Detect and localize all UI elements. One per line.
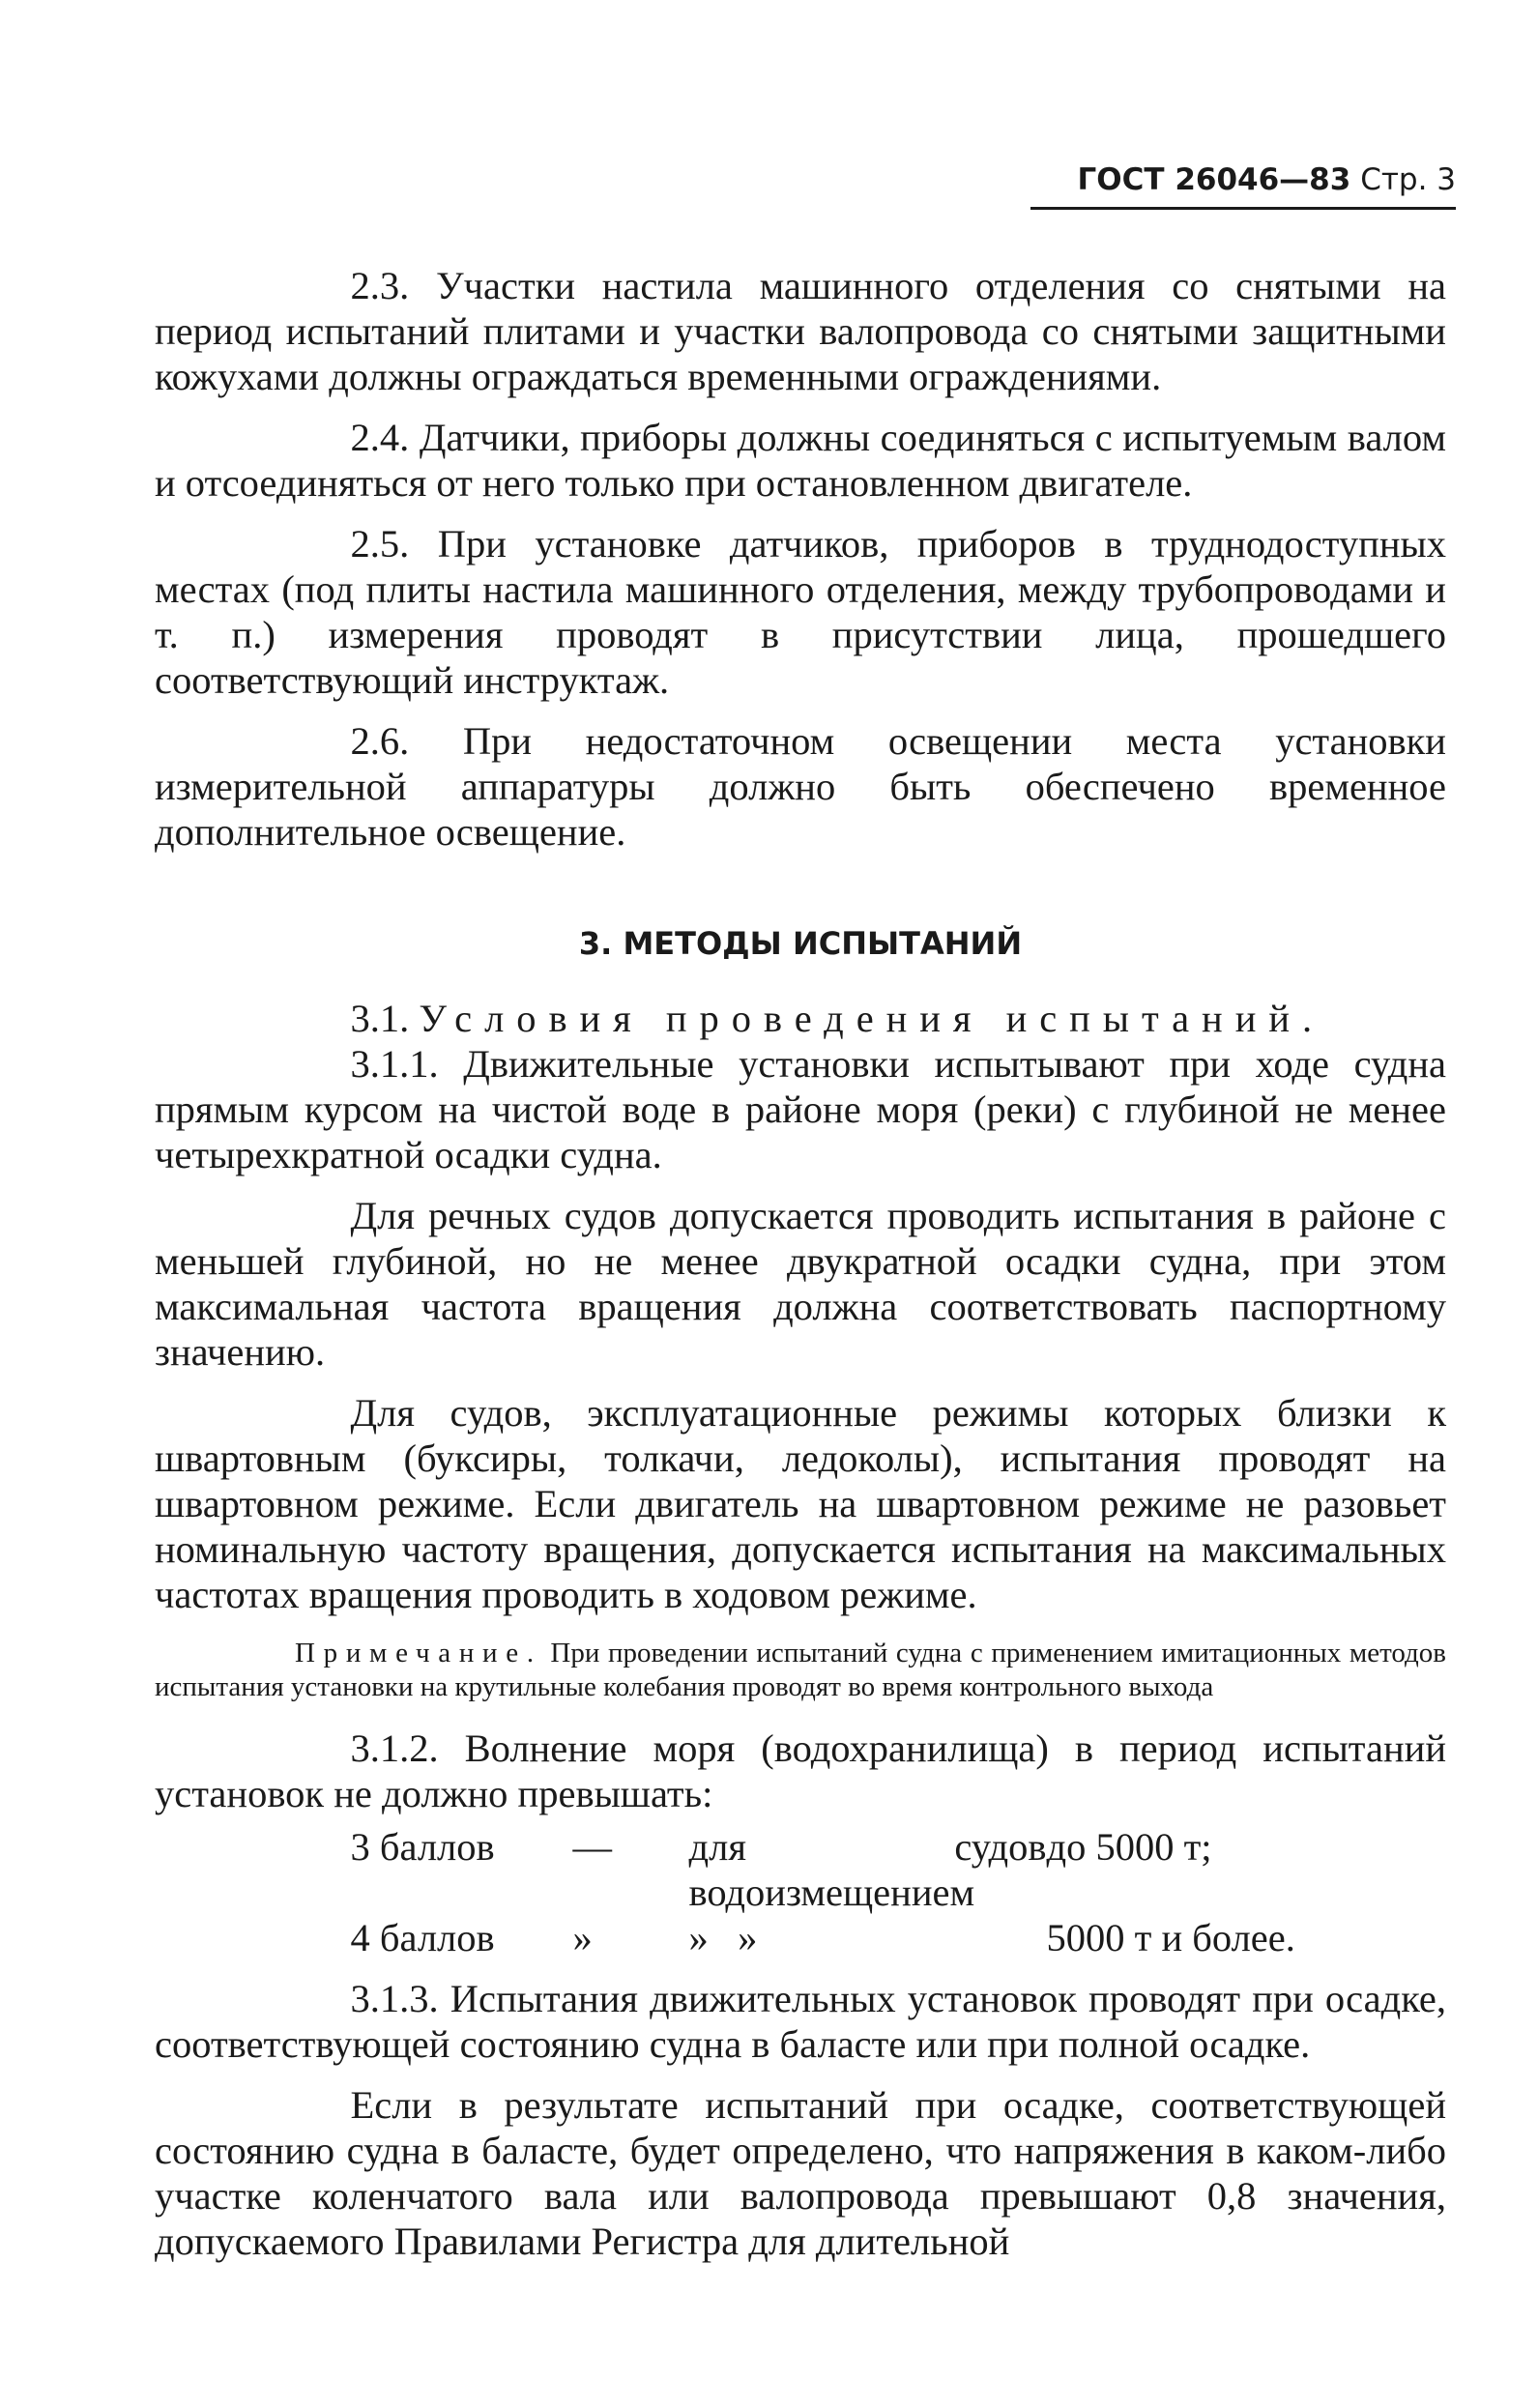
paragraph-3-1-1: 3.1.1. Движительные установки испытывают при ходе судна прямым курсом на чистой воде в районе моря (реки) с глубиной не менее четырехкратной осадки судна. <box>155 1042 1446 1176</box>
subsection-3-1 <box>155 996 1446 1041</box>
wave-row-1-dash: — <box>572 1825 612 1869</box>
subsection-title: Условия проведения испытаний. <box>419 997 1325 1040</box>
paragraph-2-5: 2.5. При установке датчиков, приборов в труднодоступных местах (под плиты настила машинного отделения, между трубопроводами и т. п.) измерения проводят в присутствии лица, прошедшего соответствующий инструктаж. <box>155 522 1446 702</box>
wave-row-1-limit: до 5000 т; <box>1046 1825 1212 1869</box>
paragraph-river-vessels: Для речных судов допускается проводить испытания в районе с меньшей глубиной, но не менее двукратной осадки судна, при этом максимальная частота вращения должна соответствовать паспортному значению. <box>155 1194 1446 1374</box>
note-label: Примечание. <box>295 1638 542 1668</box>
wave-row-1-score: 3 баллов <box>350 1825 495 1869</box>
wave-row-2-vessel: » » <box>688 1916 758 1959</box>
paragraph-2-3: 2.3. Участки настила машинного отделения со снятыми на период испытаний плитами и участки валопровода со снятыми защитными кожухами должны ограждаться временными ограждениями. <box>155 264 1446 398</box>
subsection-number: 3.1. <box>350 997 410 1040</box>
note <box>155 1637 1446 1704</box>
wave-row-2-score: 4 баллов <box>350 1916 495 1959</box>
paragraph-2-6: 2.6. При недостаточном освещении места установки измерительной аппаратуры должно быть обеспечено временное дополнительное освещение. <box>155 719 1446 854</box>
section-title: 3. МЕТОДЫ ИСПЫТАНИЙ <box>578 925 1023 962</box>
paragraph-mooring-vessels: Для судов, эксплуатационные режимы которых близки к швартовным (буксиры, толкачи, ледоколы), испытания проводят на швартовном режиме. Если двигатель на швартовном режиме не разовьет номинальную частоту вращения, допускается испытания на максимальных частотах вращения проводить в ходовом режиме. <box>155 1391 1446 1616</box>
page-number: Стр. 3 <box>1360 162 1456 197</box>
paragraph-3-1-3: 3.1.3. Испытания движительных установок проводят при осадке, соответствующей состоянию судна в баласте или при полной осадке. <box>155 1977 1446 2066</box>
wave-row-1-vessel: для судов водоизмещением <box>688 1825 1047 1914</box>
wave-row-2-limit: 5000 т и более. <box>1046 1916 1295 1959</box>
paragraph-ballast: Если в результате испытаний при осадке, соответствующей состоянию судна в баласте, будет определено, что напряжения в каком-либо участке коленчатого вала или валопровода превышают 0,8 значения, допускаемого Правилами Регистра для длительной <box>155 2083 1446 2263</box>
document-body <box>155 263 1446 2264</box>
wave-row-2 <box>155 1915 1446 1960</box>
paragraph-3-1-2: 3.1.2. Волнение моря (водохранилища) в период испытаний установок не должно превышать: <box>155 1726 1446 1815</box>
document-id: ГОСТ 26046—83 <box>1077 162 1351 197</box>
wave-row-2-ditto: » <box>572 1916 593 1959</box>
note-text: При проведении испытаний судна с применением имитационных методов испытания установки на крутильные колебания проводят во время контрольного выхода <box>155 1638 1446 1702</box>
wave-row-1 <box>155 1824 1446 1915</box>
paragraph-2-4: 2.4. Датчики, приборы должны соединяться с испытуемым валом и отсоединяться от него только при остановленном двигателе. <box>155 416 1446 505</box>
page-header <box>1030 162 1456 210</box>
